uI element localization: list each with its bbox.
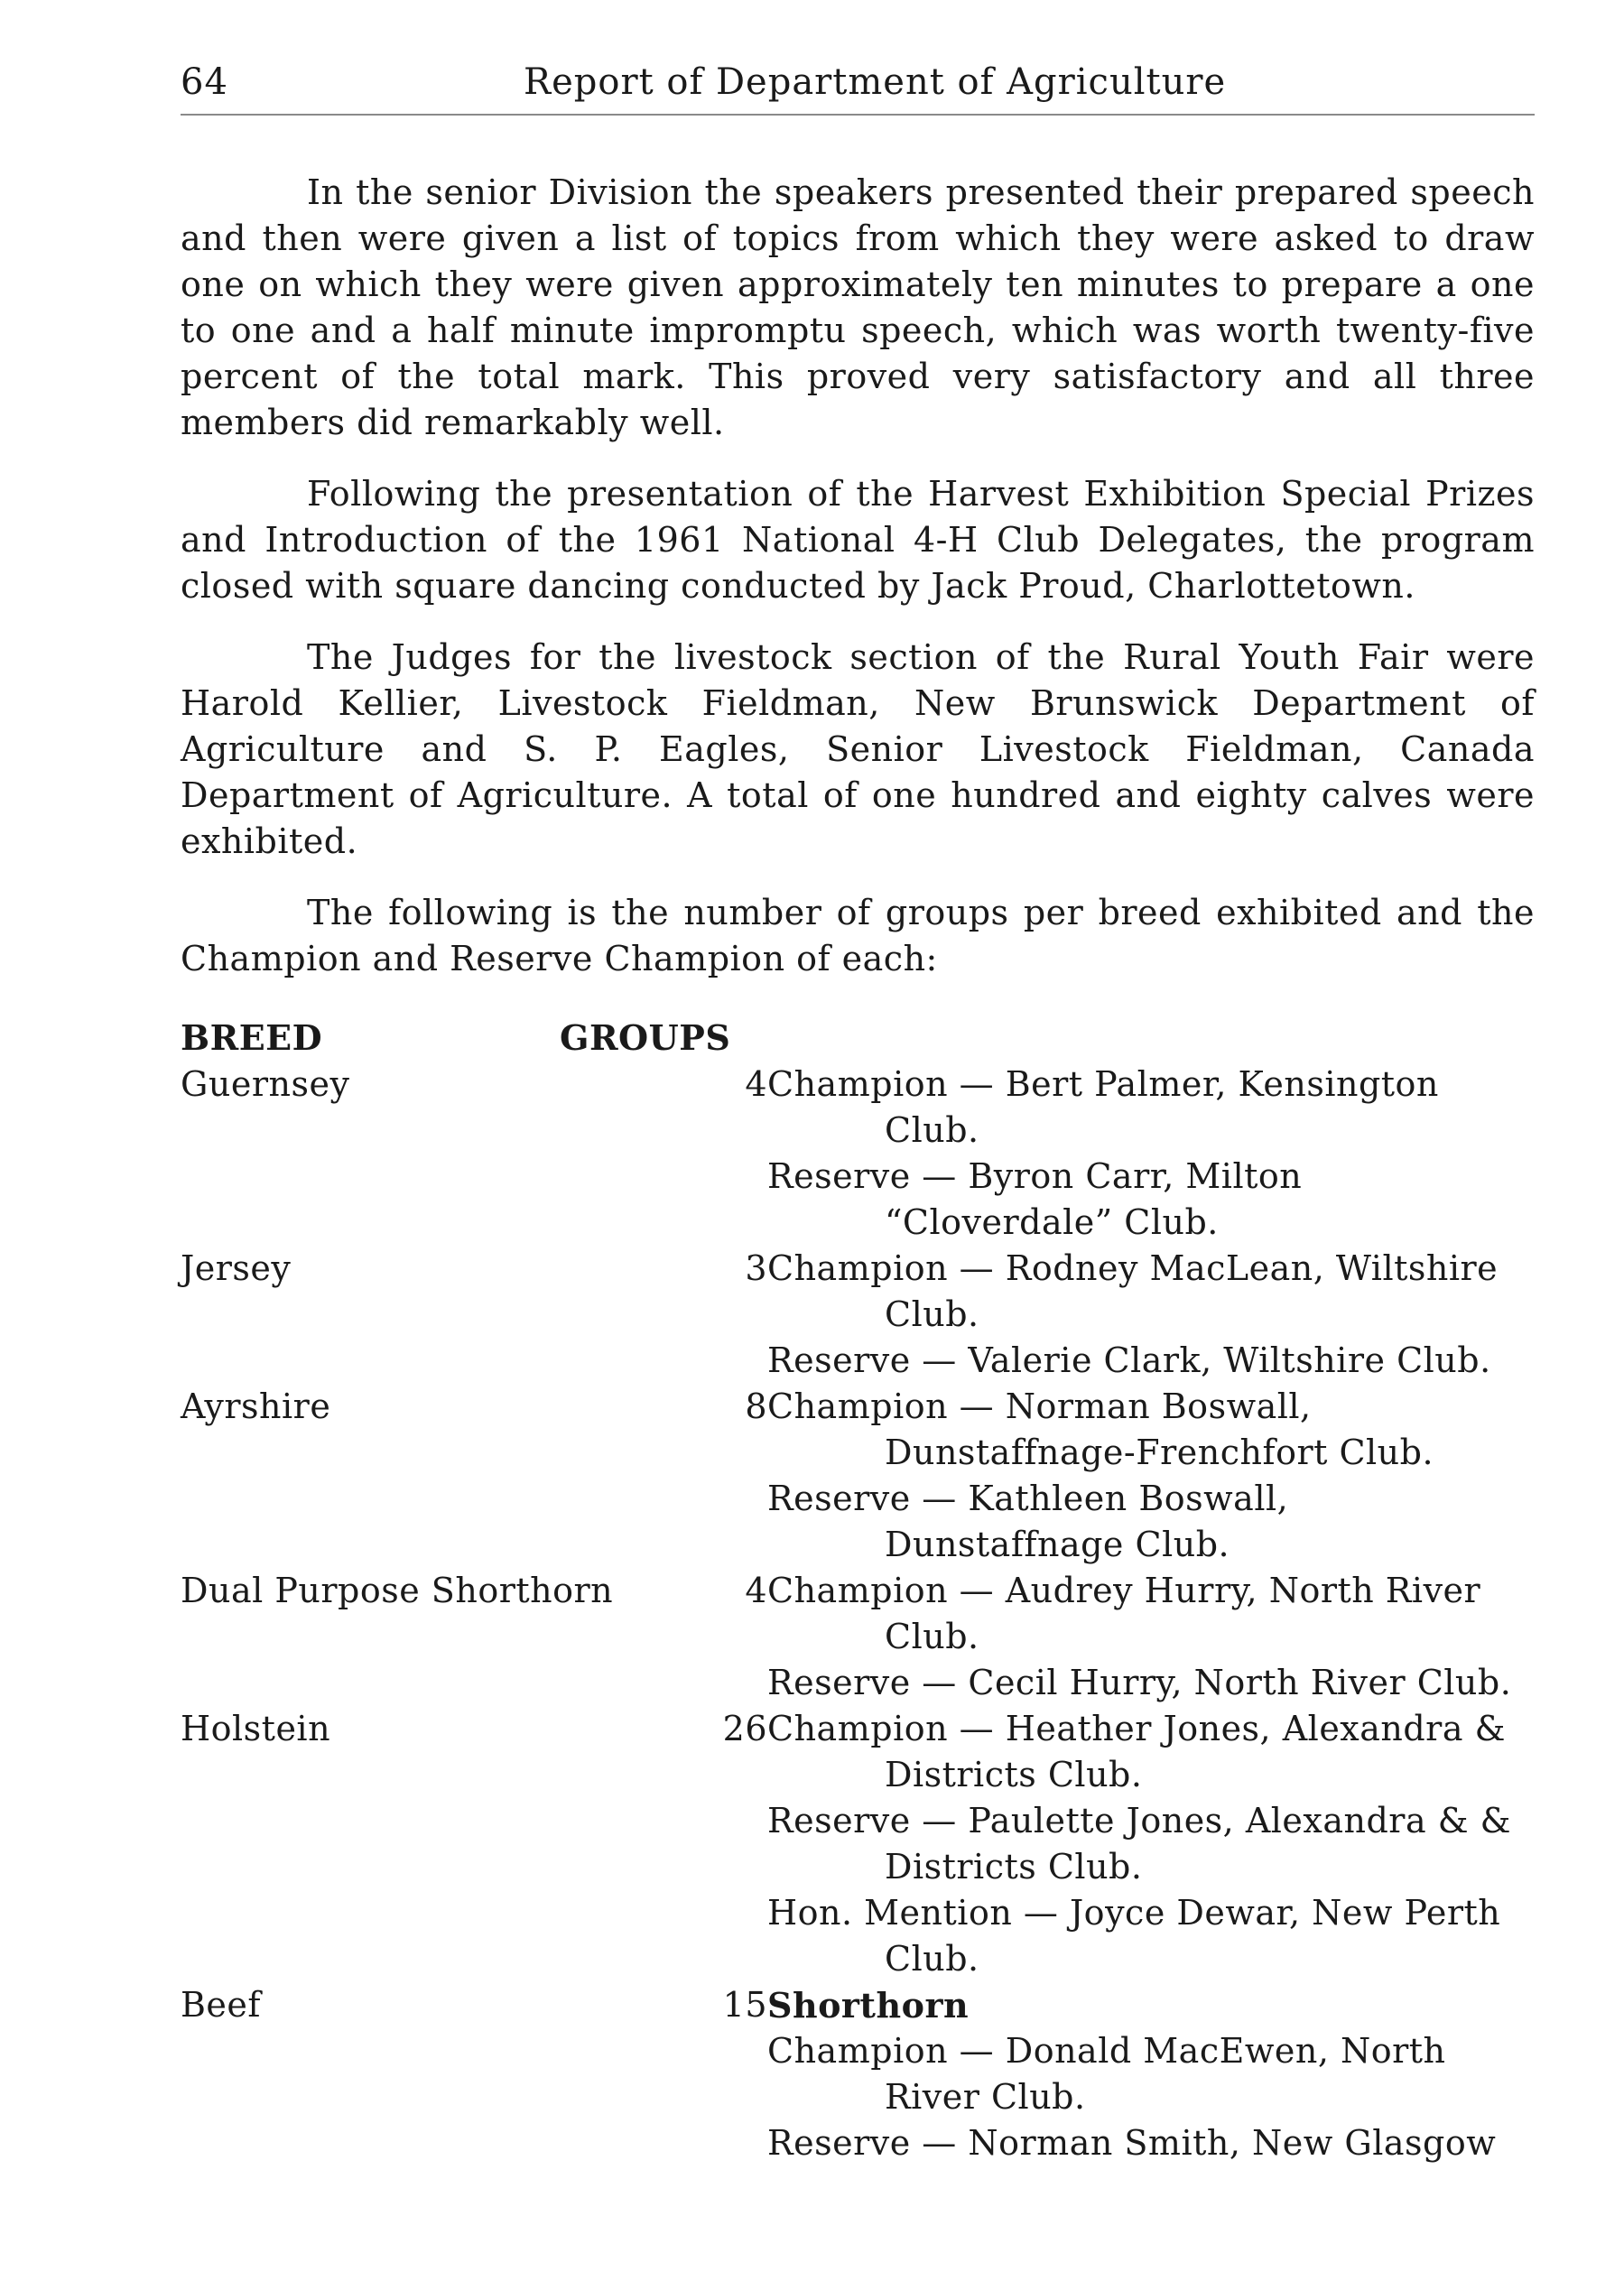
table-header (181, 1015, 1535, 1062)
page-header (181, 54, 1535, 108)
group-count: 26 (722, 1709, 767, 1748)
groups-column-heading: GROUPS (560, 1017, 731, 1058)
table-row (181, 1062, 1535, 1246)
table-row (181, 1706, 1535, 1982)
document-page (181, 54, 1535, 2166)
table-row (181, 1568, 1535, 1706)
award-entry: Reserve — Cecil Hurry, North River Club. (767, 1663, 1512, 1702)
running-title: Report of Department of Agriculture (524, 61, 1227, 103)
paragraph-senior-division: In the senior Division the speakers presented their prepared speech and then were given a list of topics from which they were asked to draw one on which they were given approximately ten minutes to prepare a one to one and a half minute impromptu speech, which was worth twenty-five percent of the total mark. This proved very satisfactory and all three members did remarkably well. (181, 172, 1535, 442)
award-entry: Champion — Heather Jones, Alexandra & Districts Club. (767, 1709, 1506, 1794)
paragraph-judges: The Judges for the livestock section of the Rural Youth Fair were Harold Kellier, Livestock Fieldman, New Brunswick Department of Agriculture and S. P. Eagles, Senior Livestock Fieldman, Canada Department of Agriculture. A total of one hundred and eighty calves were exhibited. (181, 637, 1535, 861)
award-entry: Hon. Mention — Joyce Dewar, New Perth Club. (767, 1893, 1501, 1979)
breed-name: Jersey (181, 1248, 292, 1288)
award-list (767, 1062, 1535, 1246)
table-row (181, 1246, 1535, 1384)
group-count: 15 (722, 1985, 767, 2025)
breed-name: Guernsey (181, 1064, 350, 1104)
award-entry: Champion — Rodney MacLean, Wiltshire Club. (767, 1248, 1499, 1334)
breed-column-heading: BREED (181, 1017, 323, 1058)
paragraph-harvest-exhibition: Following the presentation of the Harvest Exhibition Special Prizes and Introduction of the 1961 National 4-H Club Delegates, the program closed with square dancing conducted by Jack Proud, Charlottetown. (181, 474, 1535, 606)
award-list (767, 1246, 1535, 1384)
group-count: 8 (745, 1386, 767, 1426)
award-list (767, 1384, 1535, 1568)
breed-name: Dual Purpose Shorthorn (181, 1571, 614, 1610)
page-number: 64 (181, 61, 228, 103)
award-entry: Reserve — Byron Carr, Milton “Cloverdale” Club. (767, 1156, 1303, 1242)
group-count: 4 (745, 1064, 767, 1104)
paragraph-groups-intro: The following is the number of groups per breed exhibited and the Champion and Reserve Champion of each: (181, 893, 1535, 978)
breed-name: Ayrshire (181, 1386, 331, 1426)
award-entry: Champion — Norman Boswall, Dunstaffnage-Frenchfort Club. (767, 1386, 1434, 1472)
group-count: 4 (745, 1571, 767, 1610)
award-entry: Reserve — Kathleen Boswall, Dunstaffnage Club. (767, 1479, 1289, 1564)
award-list (767, 1706, 1535, 1982)
header-rule (181, 114, 1535, 116)
award-entry: Champion — Donald MacEwen, North River Club. (767, 2031, 1446, 2117)
table-row (181, 1982, 1535, 2166)
award-entry: Champion — Audrey Hurry, North River Club. (767, 1571, 1481, 1656)
breed-name: Beef (181, 1985, 261, 2025)
award-entry: Reserve — Norman Smith, New Glasgow (767, 2123, 1497, 2163)
breed-name: Holstein (181, 1709, 331, 1748)
award-list (767, 1982, 1535, 2166)
award-entry: Champion — Bert Palmer, Kensington Club. (767, 1064, 1439, 1150)
breed-table (181, 1015, 1535, 2166)
group-count: 3 (745, 1248, 767, 1288)
beef-subheading: Shorthorn (767, 1985, 970, 2026)
table-row (181, 1384, 1535, 1568)
award-entry: Reserve — Valerie Clark, Wiltshire Club. (767, 1340, 1491, 1380)
award-entry: Reserve — Paulette Jones, Alexandra & & Districts Club. (767, 1801, 1511, 1887)
award-list (767, 1568, 1535, 1706)
